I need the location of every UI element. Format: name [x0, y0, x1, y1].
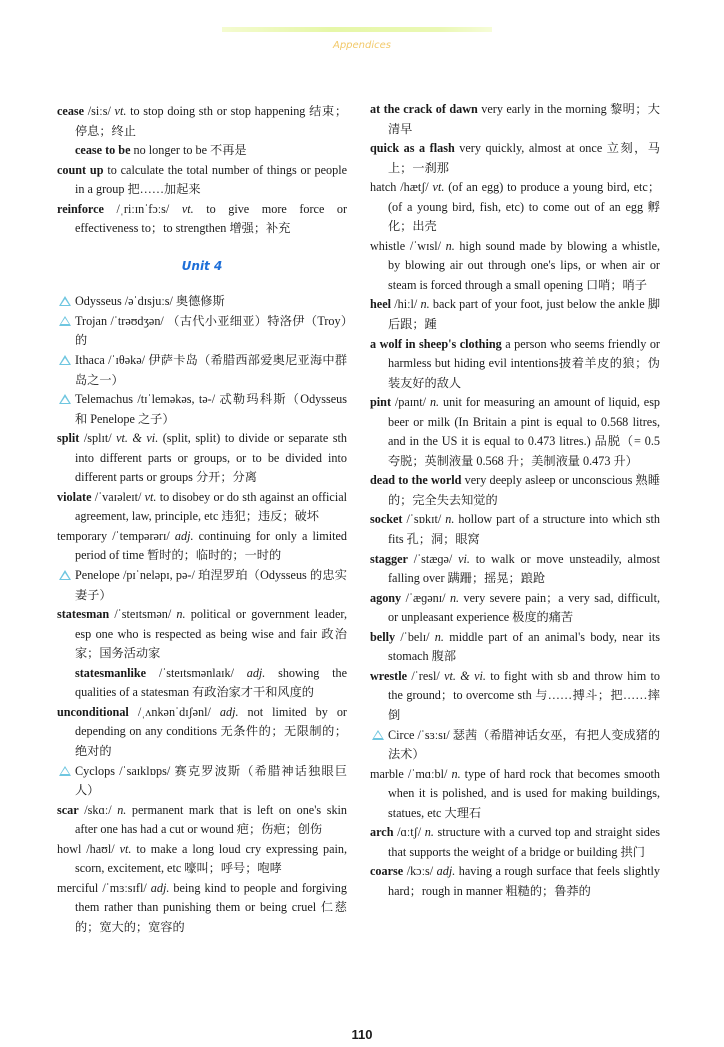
- definition: to disobey or do sth against an official agreement, law, principle, etc 违犯；违反；破坏: [75, 489, 348, 524]
- headword: cease: [57, 104, 85, 118]
- definition: continuing for only a limited period of time 暂时的；临时的；一时的: [75, 528, 348, 563]
- headword: marble: [370, 766, 404, 781]
- pronunciation: /ˈɪθəkə/: [108, 353, 146, 368]
- part-of-speech: vt.: [114, 104, 127, 118]
- glossary-entry: [370, 726, 660, 765]
- pronunciation: /ˌriːɪnˈfɔːs/: [116, 201, 170, 216]
- glossary-entry: [57, 351, 347, 390]
- page-number: 110: [351, 1027, 373, 1042]
- headword: Penelope: [75, 568, 120, 583]
- left-column: [57, 102, 347, 937]
- triangle-marker-icon: [372, 730, 384, 740]
- pronunciation: /ˈtrəʊdʒən/: [110, 313, 164, 328]
- headword: unconditional: [57, 704, 129, 719]
- definition: very quickly, almost at once 立刻，马上；一刹那: [388, 141, 660, 175]
- definition: 忒勒玛科斯（Odysseus 和 Penelope 之子）: [75, 392, 347, 426]
- glossary-entry: [57, 390, 347, 429]
- part-of-speech: adj.: [174, 528, 194, 543]
- running-header: Appendices: [332, 40, 391, 51]
- part-of-speech: vt.: [119, 841, 132, 856]
- pronunciation: /ˈwɪsl/: [409, 238, 441, 253]
- definition: hollow part of a structure into which sth fits 孔；洞；眼窝: [388, 512, 661, 547]
- pronunciation: /ˈsɒkɪt/: [406, 512, 442, 527]
- definition: having a rough surface that feels slightly hard；rough in manner 粗糙的；鲁莽的: [388, 864, 661, 898]
- pronunciation: /ˈæɡənɪ/: [405, 590, 446, 605]
- pronunciation: /splɪt/: [83, 431, 112, 446]
- glossary-entry: [370, 628, 660, 667]
- definition: very deeply asleep or unconscious 熟睡的；完全失去知觉的: [388, 473, 661, 507]
- headword: violate: [57, 489, 92, 504]
- glossary-entry: [57, 801, 347, 840]
- right-column: [370, 100, 660, 901]
- glossary-entry: [57, 312, 347, 351]
- definition: to make a long loud cry expressing pain, scorn, excitement, etc 嚎叫；呼号；咆哮: [75, 841, 348, 876]
- part-of-speech: n.: [451, 766, 461, 781]
- part-of-speech: vt.: [432, 180, 445, 195]
- headword: dead to the world: [370, 473, 462, 488]
- definition: 珀涅罗珀（Odysseus 的忠实妻子）: [75, 568, 347, 602]
- headword: at the crack of dawn: [370, 102, 478, 116]
- headword: hatch: [370, 180, 397, 195]
- definition: back part of your foot, just below the ankle 脚后跟；踵: [388, 297, 661, 332]
- pronunciation: /hætʃ/: [400, 180, 429, 195]
- headword: count up: [57, 162, 104, 177]
- glossary-entry: [57, 161, 347, 200]
- glossary-entry: [57, 200, 347, 239]
- triangle-marker-icon: [59, 316, 71, 326]
- definition: to stop doing sth or stop happening 结束；停息；终止: [75, 104, 348, 138]
- part-of-speech: adj.: [436, 864, 456, 879]
- part-of-speech: vt. & vi.: [444, 668, 486, 683]
- definition: to fight with sb and throw him to the ground；to overcome sth 与……搏斗；把……摔倒: [388, 668, 661, 722]
- glossary-entry: [370, 100, 660, 139]
- glossary-entry: [57, 292, 347, 312]
- headword: cease to be: [75, 143, 131, 158]
- headword: temporary: [57, 528, 108, 543]
- headword: a wolf in sheep's clothing: [370, 336, 502, 351]
- glossary-entry: [370, 765, 660, 824]
- glossary-entry: [57, 840, 347, 879]
- part-of-speech: n.: [449, 590, 460, 605]
- headword: wrestle: [370, 668, 407, 683]
- pronunciation: /tɪˈleməkəs, tə-/: [137, 392, 216, 407]
- definition: 奥德修斯: [175, 294, 225, 309]
- headword: Odysseus: [75, 294, 122, 309]
- headword: heel: [370, 297, 391, 312]
- part-of-speech: n.: [420, 297, 430, 312]
- glossary-entry: [370, 295, 660, 334]
- unit-heading: Unit 4: [181, 258, 223, 273]
- definition: very severe pain；a very sad, difficult, or unpleasant experience 极度的痛苦: [388, 590, 660, 625]
- part-of-speech: adj.: [150, 880, 170, 895]
- definition: 伊萨卡岛（希腊西部爱奥尼亚海中群岛之一）: [75, 353, 348, 387]
- pronunciation: /ˈstæɡə/: [413, 551, 453, 566]
- definition: high sound made by blowing a whistle, by blowing air out through one's lips, or when air or steam is forced through a small opening 口哨；哨子: [388, 238, 661, 292]
- definition: permanent mark that is left on one's skin after one has had a cut or wound 疤；伤疤；创伤: [75, 802, 348, 837]
- glossary-entry: [57, 566, 347, 605]
- pronunciation: /ˈresl/: [411, 668, 440, 683]
- definition: middle part of an animal's body, near its stomach 腹部: [388, 629, 661, 664]
- glossary-entry: [57, 664, 347, 703]
- triangle-marker-icon: [59, 766, 71, 776]
- pronunciation: /siːs/: [87, 104, 111, 118]
- glossary-entry: [57, 429, 347, 488]
- definition: showing the qualities of a statesman 有政治家才干和风度的: [75, 665, 348, 700]
- headword: coarse: [370, 864, 404, 879]
- part-of-speech: vt.: [144, 489, 157, 504]
- definition: 瑟茜（希腊神话女巫，有把人变成猪的法术）: [388, 727, 661, 762]
- triangle-marker-icon: [59, 570, 71, 580]
- definition: political or government leader, esp one who is respected as being wise and fair 政治家；国务活动家: [75, 607, 347, 661]
- glossary-list: [57, 102, 347, 239]
- glossary-list: [370, 100, 660, 901]
- part-of-speech: n.: [434, 629, 444, 644]
- part-of-speech: n.: [176, 607, 186, 622]
- pronunciation: /kɔːs/: [406, 864, 434, 879]
- glossary-entry: [370, 471, 660, 510]
- headword: statesman: [57, 607, 110, 622]
- glossary-entry: [57, 141, 347, 161]
- part-of-speech: n.: [429, 395, 440, 410]
- headword: belly: [370, 629, 396, 644]
- glossary-entry: [370, 510, 660, 549]
- glossary-entry: [57, 605, 347, 664]
- definition: to calculate the total number of things or people in a group 把……加起来: [75, 162, 347, 197]
- pronunciation: /əˈdɪsjuːs/: [124, 294, 173, 309]
- definition: （古代小亚细亚）特洛伊（Troy）的: [75, 313, 348, 348]
- headword: Cyclops: [75, 763, 115, 778]
- definition: structure with a curved top and straight sides that supports the weight of a bridge or building 拱门: [388, 825, 660, 859]
- glossary-entry: [370, 550, 660, 589]
- headword: merciful: [57, 880, 99, 895]
- headword: split: [57, 431, 80, 446]
- glossary-entry: [370, 393, 660, 471]
- glossary-entry: [370, 139, 660, 178]
- pronunciation: /ˈsɜːsɪ/: [417, 727, 450, 742]
- part-of-speech: n.: [117, 802, 127, 817]
- definition: very early in the morning 黎明；大清早: [388, 102, 660, 136]
- glossary-entry: [57, 527, 347, 566]
- part-of-speech: vt. & vi.: [116, 431, 159, 446]
- headword: statesmanlike: [75, 665, 147, 680]
- headword: pint: [370, 395, 392, 410]
- pronunciation: /pɪˈneləpɪ, pə-/: [122, 568, 195, 583]
- headword: quick as a flash: [370, 141, 455, 156]
- triangle-marker-icon: [59, 394, 71, 404]
- headword: Circe: [388, 727, 415, 742]
- pronunciation: /ˈsteɪtsmənlaɪk/: [158, 665, 234, 680]
- glossary-entry: [370, 589, 660, 628]
- headword: stagger: [370, 551, 408, 566]
- part-of-speech: n.: [445, 238, 455, 253]
- glossary-entry: [370, 862, 660, 901]
- headword: reinforce: [57, 201, 104, 216]
- part-of-speech: vi.: [458, 551, 470, 566]
- headword: Trojan: [75, 313, 108, 328]
- definition: being kind to people and forgiving them rather than punishing them or being cruel 仁慈的；宽大的；宽容的: [75, 880, 347, 934]
- pronunciation: /ˌʌnkənˈdɪʃənl/: [137, 704, 211, 719]
- pronunciation: /ˈbelɪ/: [400, 629, 430, 644]
- pronunciation: /ˈtempərərɪ/: [112, 528, 170, 543]
- glossary-entry: [370, 335, 660, 394]
- part-of-speech: n.: [445, 512, 455, 527]
- pronunciation: /ɑːtʃ/: [397, 825, 422, 840]
- headword: agony: [370, 590, 402, 605]
- part-of-speech: adj.: [219, 704, 239, 719]
- headword: Ithaca: [75, 353, 105, 368]
- pronunciation: /ˈvaɪəleɪt/: [94, 489, 142, 504]
- pronunciation: /ˈmɑːbl/: [407, 766, 448, 781]
- headword: scar: [57, 802, 79, 817]
- glossary-entry: [57, 762, 347, 801]
- pronunciation: /haʊl/: [86, 841, 115, 856]
- pronunciation: /ˈsteɪtsmən/: [114, 607, 172, 622]
- definition: (of an egg) to produce a young bird, etc；(of a young bird, fish, etc) to come out of an egg 孵化；出壳: [388, 180, 661, 234]
- part-of-speech: adj.: [246, 665, 266, 680]
- pronunciation: /ˈmɜːsɪfl/: [102, 880, 147, 895]
- part-of-speech: n.: [424, 825, 434, 840]
- part-of-speech: vt.: [181, 201, 194, 216]
- glossary-list: [57, 292, 347, 937]
- headword: Telemachus: [75, 392, 134, 407]
- pronunciation: /skɑː/: [84, 802, 112, 817]
- headword: socket: [370, 512, 403, 527]
- definition: unit for measuring an amount of liquid, esp beer or milk (In Britain a pint is equal to 0.568 litres, and in the US it is equal to 0.473 litres.) 品脱（= 0.5 夸脱；英制液量 0.568 升；美制液量 0.473 升）: [388, 395, 661, 468]
- definition: type of hard rock that becomes smooth when it is polished, and is used for making buildings, statues, etc 大理石: [388, 766, 661, 820]
- header-decoration-bar: [222, 27, 492, 32]
- glossary-entry: [370, 237, 660, 296]
- glossary-entry: [370, 667, 660, 726]
- glossary-entry: [57, 488, 347, 527]
- glossary-entry: [57, 879, 347, 938]
- definition: (split, split) to divide or separate sth into different parts or groups, or to be divided into different parts or groups 分开；分离: [75, 431, 348, 485]
- definition: a person who seems friendly or harmless but hiding evil intentions披着羊皮的狼；伪装友好的敌人: [388, 336, 660, 390]
- definition: to give more force or effectiveness to；to strengthen 增强；补充: [75, 201, 348, 236]
- definition: not limited by or depending on any conditions 无条件的；无限制的；绝对的: [75, 704, 347, 758]
- glossary-entry: [370, 178, 660, 237]
- definition: to walk or move unsteadily, almost falling over 蹒跚；摇晃；踉跄: [388, 551, 661, 586]
- headword: whistle: [370, 238, 406, 253]
- pronunciation: /ˈsaɪklɒps/: [119, 763, 171, 778]
- definition: no longer to be 不再是: [133, 143, 247, 158]
- headword: howl: [57, 841, 82, 856]
- glossary-entry: [57, 102, 347, 141]
- pronunciation: /paɪnt/: [394, 395, 427, 410]
- headword: arch: [370, 825, 394, 840]
- triangle-marker-icon: [59, 296, 71, 306]
- triangle-marker-icon: [59, 355, 71, 365]
- glossary-entry: [57, 703, 347, 762]
- definition: 赛克罗波斯（希腊神话独眼巨人）: [75, 763, 348, 798]
- pronunciation: /hiːl/: [394, 297, 418, 312]
- glossary-entry: [370, 823, 660, 862]
